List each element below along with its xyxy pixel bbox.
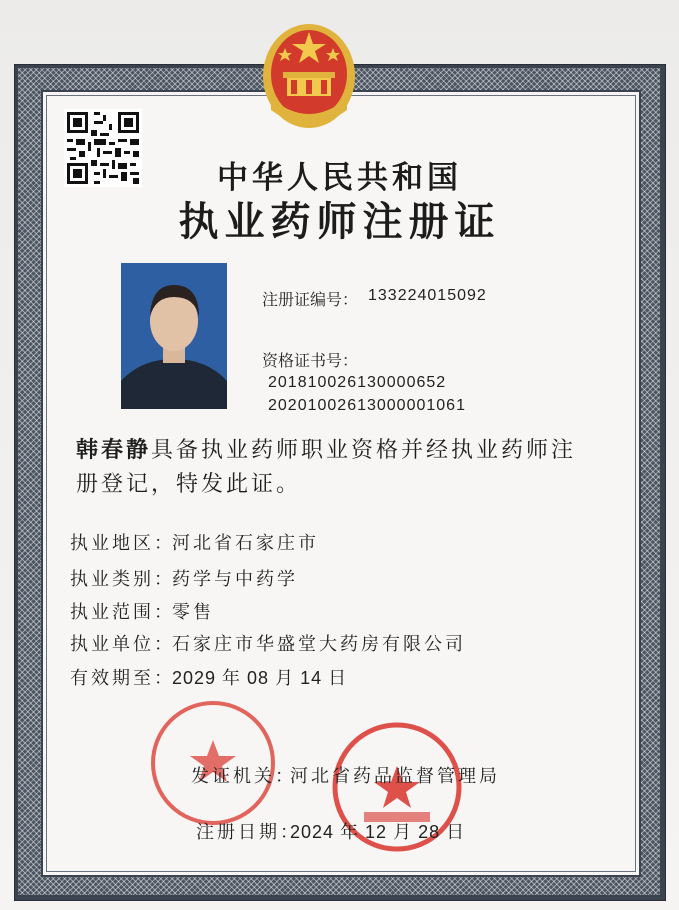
registration-date-value: 2024 年 12 月 28 日 (290, 822, 466, 842)
practice-unit-label: 执业单位： (70, 634, 175, 655)
registration-number-label: 注册证编号： (262, 290, 359, 309)
statement-text: 具备执业药师职业资格并经执业药师注册登记，特发此证。 (76, 438, 577, 497)
qualification-number-2: 20201002613000001061 (268, 397, 466, 414)
valid-until-value: 2029 年 08 月 14 日 (172, 668, 348, 688)
qualification-number-label: 资格证书号： (262, 351, 359, 370)
practice-region-label: 执业地区： (70, 533, 175, 554)
valid-until-label: 有效期至： (70, 668, 175, 689)
practice-scope-value: 零售 (172, 602, 214, 623)
certificate-country-title: 中华人民共和国 (217, 160, 462, 196)
issuer-label: 发证机关： (191, 766, 296, 787)
registration-number-value: 133224015092 (368, 287, 487, 304)
practice-category-label: 执业类别： (70, 569, 175, 590)
certificate-title: 执业药师注册证 (178, 198, 501, 245)
registration-date-label: 注册日期： (196, 822, 301, 843)
national-emblem-icon (261, 18, 357, 130)
practice-scope-label: 执业范围： (70, 602, 175, 623)
holder-photo (121, 263, 227, 409)
qualification-number-1: 20181002613000​0652 (268, 374, 447, 391)
practice-unit-value: 石家庄市华盛堂大药房有限公司 (172, 634, 466, 655)
certificate-statement (76, 433, 596, 502)
issuer-value: 河北省药品监督管理局 (290, 766, 500, 787)
holder-name: 韩春静 (76, 437, 152, 463)
practice-category-value: 药学与中药学 (172, 569, 298, 590)
practice-region-value: 河北省石家庄市 (172, 533, 319, 554)
